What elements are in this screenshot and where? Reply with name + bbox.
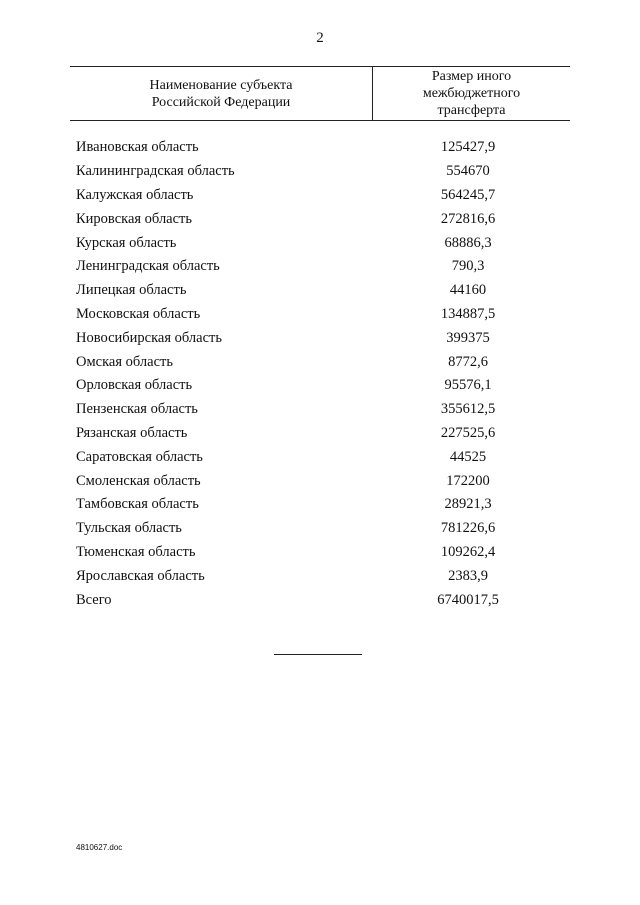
- table-row: [70, 160, 570, 184]
- total-amount: 6740017,5: [437, 591, 499, 608]
- table-row: [70, 326, 570, 350]
- row-amount: 790,3: [451, 258, 485, 275]
- table-row: [70, 374, 570, 398]
- table-row: [70, 136, 570, 160]
- row-amount: 554670: [446, 163, 490, 180]
- row-subject: Тамбовская область: [76, 496, 199, 513]
- row-subject: Калининградская область: [76, 163, 235, 180]
- row-amount: 109262,4: [440, 543, 496, 560]
- row-amount: 8772,6: [448, 353, 488, 370]
- row-amount: 399375: [446, 329, 490, 346]
- row-subject: Саратовская область: [76, 448, 203, 465]
- row-subject: Новосибирская область: [76, 329, 222, 346]
- row-subject: Московская область: [76, 305, 201, 322]
- row-amount: 272816,6: [440, 210, 496, 227]
- row-amount: 68886,3: [444, 234, 492, 251]
- row-amount: 125427,9: [440, 139, 496, 156]
- row-subject: Пензенская область: [76, 401, 198, 418]
- row-amount: 355612,5: [440, 401, 496, 418]
- table-body: [70, 136, 570, 612]
- end-of-table-rule: [274, 654, 362, 655]
- table-row: [70, 279, 570, 303]
- row-amount: 28921,3: [444, 496, 492, 513]
- total-row: [70, 588, 570, 612]
- row-amount: 564245,7: [440, 186, 496, 203]
- transfer-table: [70, 66, 570, 612]
- header-subject-name-text: Наименование субъекта Российской Федерации: [149, 77, 293, 110]
- row-amount: 227525,6: [440, 424, 496, 441]
- header-transfer-size-text: Размер иного межбюджетного трансферта: [422, 69, 521, 118]
- table-row: [70, 255, 570, 279]
- table-row: [70, 350, 570, 374]
- row-subject: Калужская область: [76, 186, 194, 203]
- table-row: [70, 564, 570, 588]
- table-row: [70, 207, 570, 231]
- table-row: [70, 541, 570, 565]
- row-subject: Рязанская область: [76, 424, 188, 441]
- row-amount: 44525: [449, 448, 487, 465]
- row-subject: Ярославская область: [76, 567, 205, 584]
- document-reference: 4810627.doc: [76, 843, 123, 852]
- row-subject: Смоленская область: [76, 472, 201, 489]
- row-subject: Орловская область: [76, 377, 193, 394]
- table-row: [70, 517, 570, 541]
- row-subject: Омская область: [76, 353, 173, 370]
- row-subject: Ивановская область: [76, 139, 199, 156]
- row-amount: 95576,1: [444, 377, 492, 394]
- table-row: [70, 398, 570, 422]
- row-amount: 781226,6: [440, 520, 496, 537]
- header-subject-name: [70, 67, 373, 120]
- table-header: [70, 66, 570, 121]
- row-subject: Курская область: [76, 234, 177, 251]
- total-label: Всего: [76, 591, 112, 608]
- row-amount: 44160: [449, 282, 487, 299]
- row-subject: Кировская область: [76, 210, 193, 227]
- header-transfer-size: [373, 67, 570, 120]
- table-row: [70, 445, 570, 469]
- table-row: [70, 184, 570, 208]
- page-number: 2: [316, 30, 324, 46]
- table-row: [70, 422, 570, 446]
- table-row: [70, 493, 570, 517]
- row-subject: Ленинградская область: [76, 258, 220, 275]
- row-subject: Тульская область: [76, 520, 182, 537]
- row-subject: Тюменская область: [76, 543, 196, 560]
- table-row: [70, 469, 570, 493]
- row-amount: 2383,9: [448, 567, 488, 584]
- row-subject: Липецкая область: [76, 282, 187, 299]
- row-amount: 172200: [446, 472, 490, 489]
- table-row: [70, 231, 570, 255]
- row-amount: 134887,5: [440, 305, 496, 322]
- table-row: [70, 303, 570, 327]
